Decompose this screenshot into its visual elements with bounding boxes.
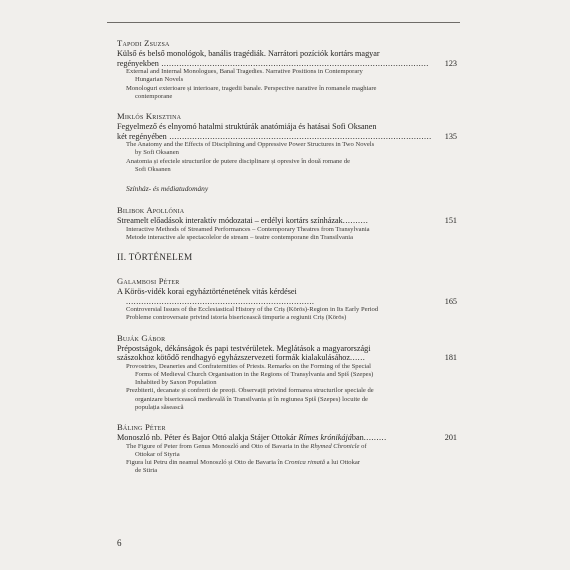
entry-title-hu[interactable]: Prépostságok, dékánságok és papi testvérületek. Meglátások a magyarországi (117, 343, 371, 353)
entry-title-ro-cont2: populația săsească (135, 403, 184, 411)
toc-entry-baling (117, 422, 457, 475)
toc-entry-tapodi (117, 38, 457, 101)
toc-entry-miklos (117, 111, 457, 174)
page-number: 181 (444, 353, 457, 363)
entry-title-ro: Figura lui Petru din neamul Monoszló și Otto de Bavaria în Cronica rimată a lui Ottokar (126, 459, 361, 466)
subsection-heading: Színház- és médiatudomány (126, 184, 209, 193)
entry-title-en-cont: Hungarian Novels (135, 76, 184, 84)
page-number: 135 (444, 131, 457, 141)
entry-author: Báling Péter (117, 422, 166, 432)
entry-title-en-cont: by Sofi Oksanen (135, 149, 179, 157)
entry-title-ro-cont: contemporane (135, 92, 173, 100)
toc-content (117, 38, 457, 485)
entry-title-en-cont: Ottokar of Styria (135, 450, 180, 458)
dot-leader: ....................................................................................................... (166, 131, 432, 141)
dot-leader: ...... (350, 353, 366, 363)
entry-title-hu-cont[interactable]: két regényében ....................................................................................................... 135 (117, 131, 457, 141)
entry-title-hu[interactable]: A Körös-vidék korai egyháztörténetének vitás kérdései .......................................................................... 165 (117, 287, 457, 306)
page-number: 201 (444, 433, 457, 442)
dot-leader: .......... (342, 216, 369, 225)
chapter-heading: II. TÖRTÉNELEM (117, 252, 193, 262)
toc-entry-bujak (117, 333, 457, 412)
entry-author: Miklós Krisztina (117, 111, 182, 121)
dot-leader: ......................................................................................................... (158, 58, 429, 68)
entry-title-en: The Anatomy and the Effects of Disciplining and Oppressive Power Structures in Two Novels (126, 141, 375, 149)
entry-title-en: Interactive Methods of Streamed Performances – Contemporary Theatres from Transylvania (126, 225, 370, 233)
entry-title-en-cont2: Inhabited by Saxon Population (135, 379, 217, 387)
page-number: 151 (444, 216, 457, 225)
entry-author: Galambosi Péter (117, 276, 180, 286)
entry-title-hu[interactable]: Fegyelmező és elnyomó hatalmi struktúrák anatómiája és hatásai Sofi Oksanen (117, 122, 377, 131)
entry-title-ro-cont: organizare bisericească medievală în Transilvania și în regiunea Spiš (Szepes) locuite de (135, 395, 368, 403)
page-number: 165 (444, 296, 457, 306)
toc-entry-galambosi (117, 276, 457, 323)
entry-author: Buják Gábor (117, 332, 166, 343)
entry-title-en-cont: Forms of Medieval Church Organisation in the Regions of Transylvania and Spiš (Szepes) (135, 370, 374, 378)
entry-title-hu-cont[interactable]: szászokhoz kötődő rendhagyó egyházszervezeti formák kialakulásához...... 181 (117, 353, 457, 363)
header-rule (107, 22, 460, 23)
page-folio: 6 (117, 538, 122, 548)
entry-title-hu-cont[interactable]: regényekben ......................................................................................................... 123 (117, 58, 457, 68)
toc-entry-bilibok (117, 205, 457, 242)
entry-title-hu[interactable]: Monoszló nb. Péter és Bajor Ottó alakja Stájer Ottokár Rímes krónikájában......... 201 (117, 433, 457, 442)
entry-title-en: External and Internal Monologues, Banal Tragedies. Narrative Positions in Contemporary (126, 68, 363, 76)
entry-title-ro: Anatomia și efectele structurilor de putere disciplinare și opresive în două romane de (126, 157, 351, 165)
page-number: 123 (444, 58, 457, 68)
entry-title-ro: Prezbiterii, decanate și confrerii de preoți. Observații privind formarea structurilor speciale de (126, 387, 374, 395)
entry-title-hu[interactable]: Külső és belső monológok, banális tragédiák. Narrátori pozíciók kortárs magyar (117, 49, 380, 58)
entry-title-ro: Monologuri exterioare și interioare, tragedii banale. Perspective narative în romanele maghiare (126, 84, 377, 92)
entry-title-ro-cont: Sofi Oksanen (135, 165, 171, 173)
dot-leader: .......................................................................... (126, 296, 315, 306)
entry-title-ro: Metode interactive ale spectacolelor de stream – teatre contemporane din Transilvania (126, 233, 354, 241)
entry-title-en: Controversial Issues of the Ecclesiastical History of the Criș (Körös)-Region in Its Early Period (126, 306, 379, 314)
entry-title-en: The Figure of Peter from Genus Monoszló and Otto of Bavaria in the Rhymed Chronicle of (126, 442, 367, 450)
entry-author: Bilibok Apollónia (117, 205, 185, 215)
entry-title-hu[interactable]: Streamelt előadások interaktív módozatai – erdélyi kortárs színházak.......... 151 (117, 216, 457, 225)
entry-author: Tapodi Zsuzsa (117, 38, 170, 48)
entry-title-ro: Probleme controversate privind istoria bisericească timpurie a regiunii Criș (Körös) (126, 314, 347, 322)
entry-title-ro-cont: de Stiria (135, 467, 158, 475)
dot-leader: ......... (363, 433, 387, 442)
entry-title-en: Provostries, Deaneries and Confraternities of Priests. Remarks on the Forming of the Special (126, 362, 372, 370)
